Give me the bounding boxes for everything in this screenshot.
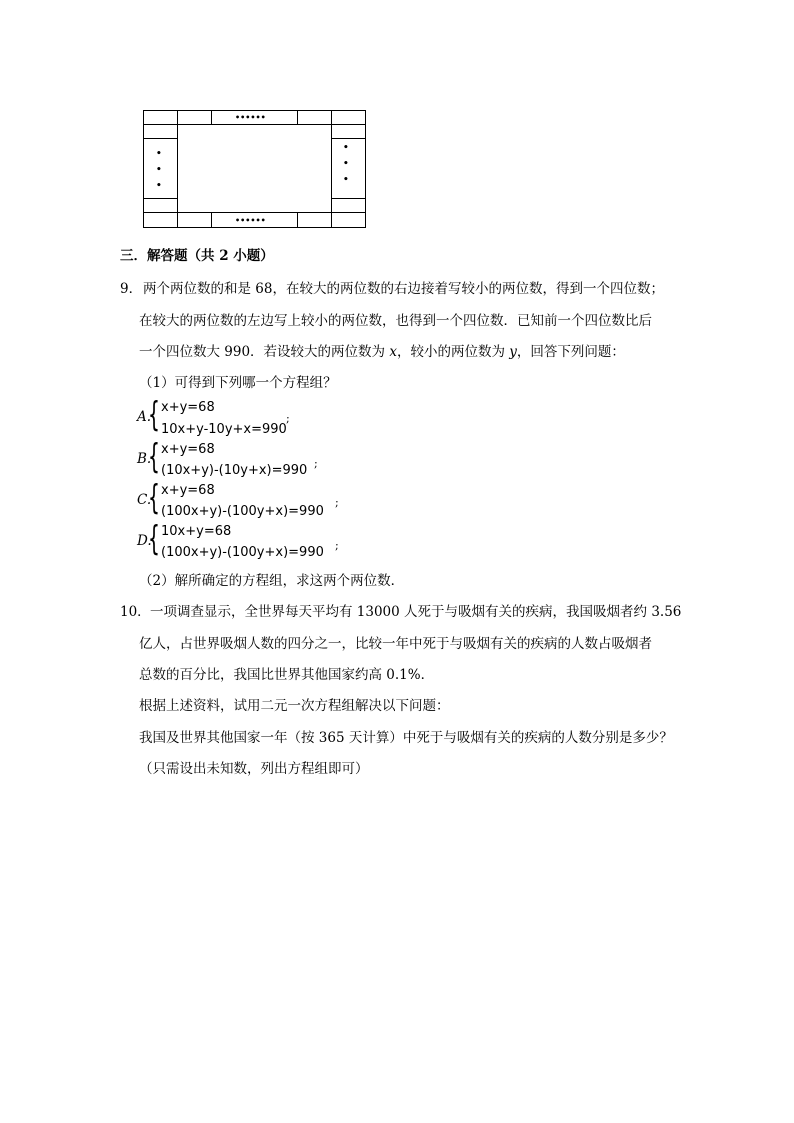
q10-line4: 根据上述资料，试用二元一次方程组解决以下问题： [139, 698, 450, 714]
right-dot: • [343, 175, 349, 185]
frame-figure [143, 110, 366, 228]
option-b-end: ; [314, 457, 318, 470]
var-y: y [509, 344, 517, 360]
var-x: x [389, 344, 397, 360]
option-c-end: ; [335, 496, 339, 509]
option-c-label: C. [137, 492, 152, 508]
option-a-eq2: 10x+y-10y+x=990 [161, 422, 287, 437]
option-b-brace: { [148, 437, 160, 477]
q9-part2: （2）解所确定的方程组，求这两个两位数． [139, 573, 405, 589]
q9-line3-c: ，回答下列问题： [516, 344, 625, 360]
left-dot: • [156, 181, 162, 191]
option-a-eq1: x+y=68 [161, 400, 215, 415]
option-b-eq2: (10x+y)-(10y+x)=990 [161, 463, 308, 478]
left-dots [156, 146, 162, 194]
q9-line3-a: 一个四位数大 990．若设较大的两位数为 [139, 344, 390, 360]
q9-line1: 两个两位数的和是 68，在较大的两位数的右边接着写较小的两位数，得到一个四位数； [143, 281, 664, 297]
section-title: 三．解答题（共 2 小题） [120, 248, 274, 264]
q10-line1: 一项调查显示，全世界每天平均有 13000 人死于与吸烟有关的疾病，我国吸烟者约 3.56 [150, 604, 682, 620]
left-dot: • [156, 165, 162, 175]
q10-line5: 我国及世界其他国家一年（按 365 天计算）中死于与吸烟有关的疾病的人数分别是多少？ [139, 730, 673, 746]
option-d-eq1: 10x+y=68 [161, 524, 232, 539]
q10-line3: 总数的百分比，我国比世界其他国家约高 0.1%． [139, 667, 435, 683]
top-dots: •••••• [235, 113, 266, 122]
left-dot: • [156, 149, 162, 159]
right-dot: • [343, 159, 349, 169]
bottom-dots: •••••• [235, 216, 266, 225]
right-dots [343, 140, 349, 188]
q10-number: 10． [120, 604, 151, 620]
option-a-end: ; [286, 412, 290, 425]
option-c-brace: { [148, 478, 160, 518]
option-d-label: D. [137, 533, 152, 549]
q9-number: 9． [120, 281, 143, 297]
q9-line2: 在较大的两位数的左边写上较小的两位数，也得到一个四位数．已知前一个四位数比后 [139, 313, 652, 329]
q10-line6: （只需设出未知数，列出方程组即可） [139, 761, 369, 777]
q9-line3 [139, 344, 625, 360]
q9-part1: （1）可得到下列哪一个方程组？ [139, 375, 337, 391]
option-d-eq2: (100x+y)-(100y+x)=990 [161, 545, 324, 560]
right-dot: • [343, 143, 349, 153]
option-c-eq1: x+y=68 [161, 483, 215, 498]
option-b-label: B. [137, 451, 152, 467]
option-d-end: ; [335, 539, 339, 552]
option-a-label: A. [137, 409, 152, 425]
option-a-brace: { [148, 395, 160, 435]
option-c-eq2: (100x+y)-(100y+x)=990 [161, 504, 324, 519]
option-b-eq1: x+y=68 [161, 442, 215, 457]
option-d-brace: { [148, 519, 160, 559]
q9-line3-b: ，较小的两位数为 [396, 344, 510, 360]
q10-line2: 亿人，占世界吸烟人数的四分之一，比较一年中死于与吸烟有关的疾病的人数占吸烟者 [139, 636, 652, 652]
